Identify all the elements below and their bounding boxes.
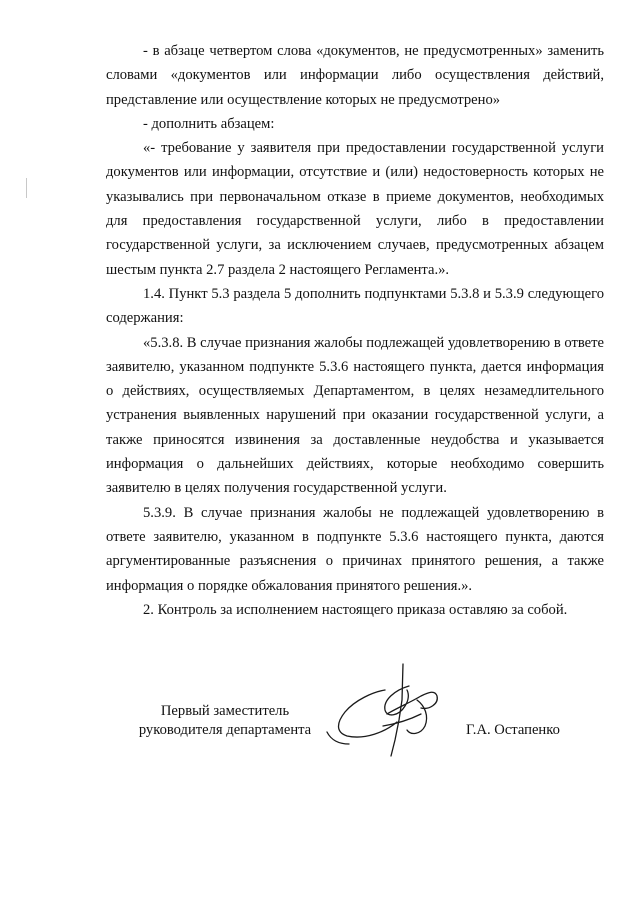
signatory-title-line-2: руководителя департамента (138, 722, 312, 738)
paragraph-new-requirement: «- требование у заявителя при предоставлении государственной услуги документов или информации, отсутствие и (или) недостоверность которых не указывались при первоначальном отказе в приеме документов, необходимых для предоставления государственной услуги, либо в предоставлении государственной услуги, за исключением случаев, предусмотренных абзацем шестым пункта 2.7 раздела 2 настоящего Регламента.». (106, 140, 604, 278)
paragraph-subitem-5-3-8: «5.3.8. В случае признания жалобы подлежащей удовлетворению в ответе заявителю, указанном подпункте 5.3.6 настоящего пункта, дается информация о действиях, осуществляемых Департаментом, в целях незамедлительного устранения выявленных нарушений при оказании государственной услуги, а также приносятся извинения за доставленные неудобства и указывается информация о дальнейших действиях, которые необходимо совершить заявителю в целях получения государственной услуги. (106, 334, 604, 497)
paragraph-replace-words: - в абзаце четвертом слова «документов, не предусмотренных» заменить словами «документов или информации либо осуществления действий, представление или осуществление которых не предусмотрено» (106, 43, 604, 108)
signatory-name: Г.А. Остапенко (466, 722, 560, 738)
signatory-title (110, 702, 340, 740)
paragraph-item-2-control: 2. Контроль за исполнением настоящего приказа оставляю за собой. (143, 601, 568, 618)
handwritten-signature (325, 660, 455, 760)
paragraph-item-1-4: 1.4. Пункт 5.3 раздела 5 дополнить подпунктами 5.3.8 и 5.3.9 следующего содержания: (106, 285, 604, 327)
paragraph-add-clause: - дополнить абзацем: (143, 115, 275, 132)
document-body (106, 39, 604, 622)
signatory-title-line-1: Первый заместитель (160, 703, 290, 719)
paragraph-subitem-5-3-9: 5.3.9. В случае признания жалобы не подлежащей удовлетворению в ответе заявителю, указанном в подпункте 5.3.6 настоящего пункта, даются аргументированные разъяснения о причинах принятого решения, а также информация о порядке обжалования принятого решения.». (106, 504, 604, 594)
margin-mark (26, 178, 27, 198)
